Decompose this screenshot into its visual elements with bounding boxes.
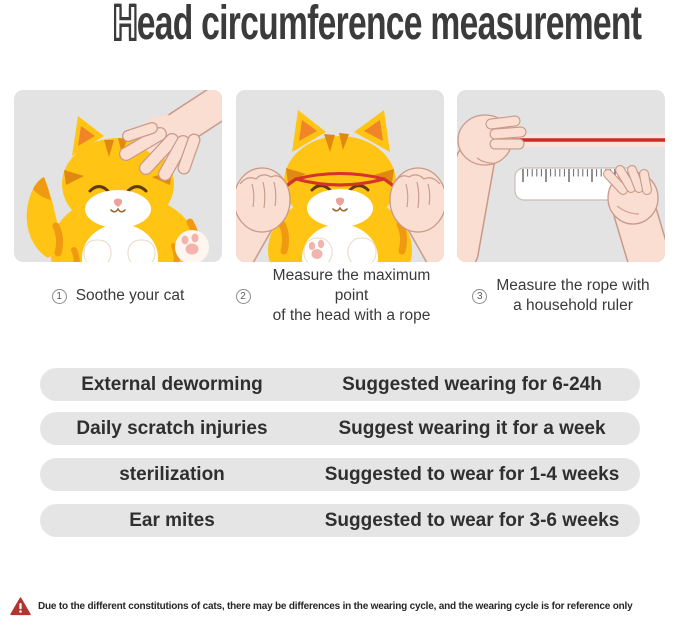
step-3-number-badge: 3: [472, 289, 487, 304]
table-row: [40, 458, 640, 491]
step-panels: [14, 90, 665, 262]
title-rest: ead circumference measurement: [136, 0, 642, 50]
suggestion-cell: Suggested to wear for 3-6 weeks: [324, 509, 620, 531]
caption-line: of the head with a rope: [272, 307, 431, 325]
table-row: [40, 368, 640, 401]
rope-measure-illustration: [236, 90, 444, 262]
footer-disclaimer: [10, 597, 677, 616]
step-1-caption: [76, 286, 185, 306]
step-2-caption: [260, 266, 444, 326]
table-row: [40, 504, 640, 537]
step-3-caption: [496, 276, 649, 316]
panel-step-3: [457, 90, 665, 262]
condition-cell: sterilization: [119, 463, 225, 485]
caption-step-3: [457, 266, 665, 326]
suggestion-cell: Suggest wearing it for a week: [338, 417, 606, 439]
panel-step-1: [14, 90, 222, 262]
caption-line: Measure the rope with: [496, 277, 650, 295]
step-captions: [14, 266, 665, 326]
disclaimer-text: Due to the different constitutions of cats, there may be differences in the wearing cycle, and the wearing cycle is for reference only: [38, 601, 633, 612]
left-hand: [458, 115, 521, 252]
condition-cell: Daily scratch injuries: [76, 417, 268, 439]
step-2-number-badge: 2: [236, 289, 251, 304]
condition-cell: Ear mites: [129, 509, 215, 531]
caption-line: Soothe your cat: [75, 287, 185, 305]
ruler-measure-illustration: [457, 90, 665, 262]
caption-step-2: [236, 266, 444, 326]
suggestion-cell: Suggested to wear for 1-4 weeks: [324, 463, 620, 485]
condition-cell: External deworming: [81, 373, 263, 395]
step-1-number-badge: 1: [52, 289, 67, 304]
table-row: [40, 412, 640, 445]
caption-line: Measure the maximum point: [272, 267, 431, 305]
caption-line: a household ruler: [513, 297, 633, 315]
cat-being-petted-illustration: [14, 90, 222, 262]
panel-step-2: [236, 90, 444, 262]
page-title-text: [113, 0, 641, 48]
title-first-letter: H: [113, 0, 137, 50]
suggestion-cell: Suggested wearing for 6-24h: [342, 373, 602, 395]
page-title: [0, 0, 679, 48]
right-hand: [608, 170, 658, 262]
caption-step-1: [14, 266, 222, 326]
wearing-duration-table: [40, 368, 640, 537]
warning-triangle-icon: [10, 597, 31, 616]
